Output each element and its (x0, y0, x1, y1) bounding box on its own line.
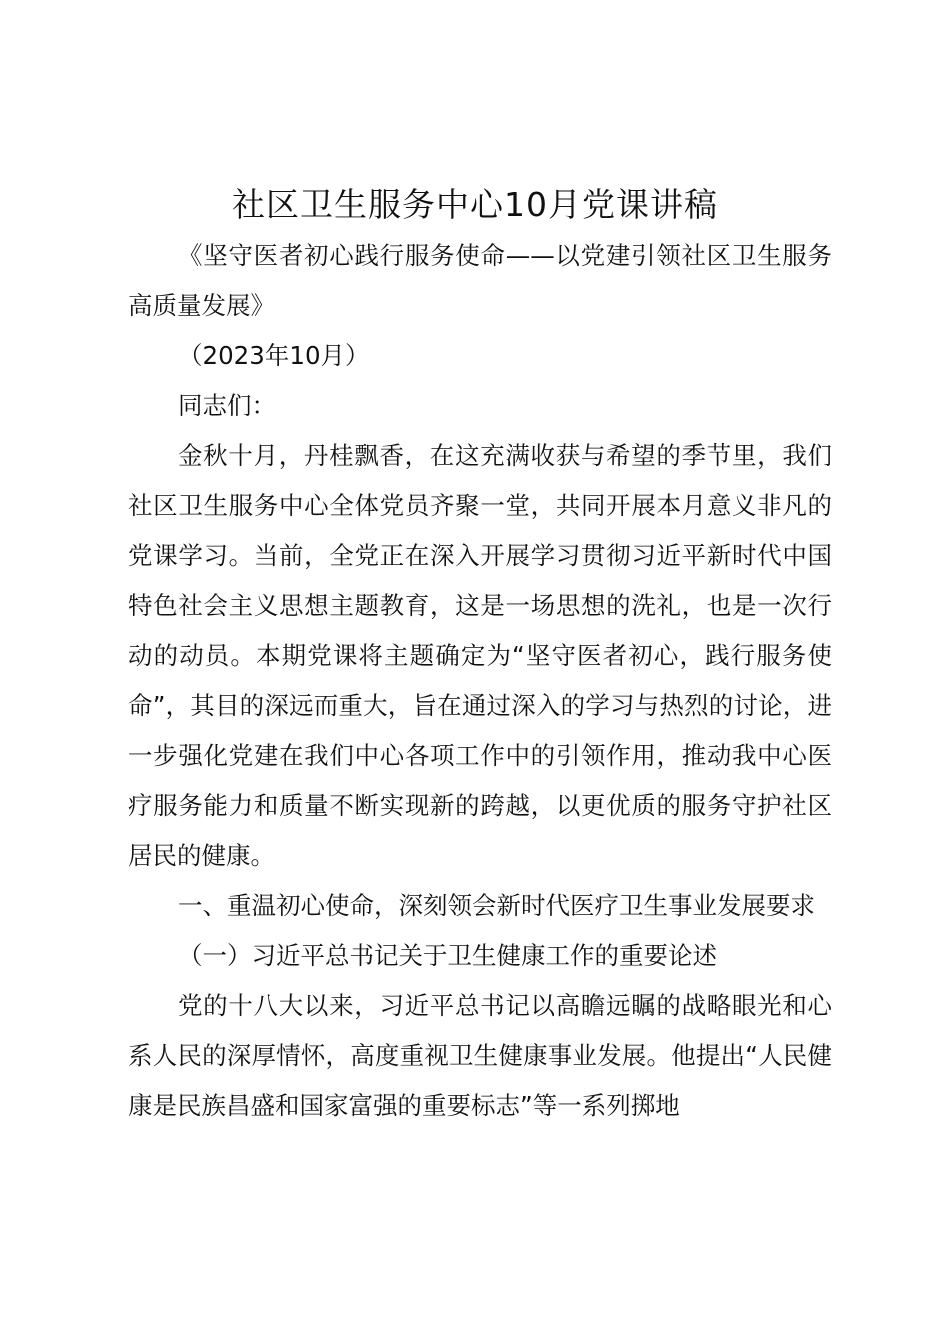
subtitle: 《坚守医者初心践行服务使命——以党建引领社区卫生服务高质量发展》 (128, 241, 832, 320)
date-line: （2023年10月） (178, 341, 370, 370)
document-title: 社区卫生服务中心10月党课讲稿 (232, 185, 718, 224)
document-body (128, 231, 832, 1131)
salutation: 同志们： (178, 391, 276, 420)
intro-paragraph: 金秋十月，丹桂飘香，在这充满收获与希望的季节里，我们社区卫生服务中心全体党员齐聚一堂，共同开展本月意义非凡的党课学习。当前，全党正在深入开展学习贯彻习近平新时代中国特色社会主义思想主题教育，这是一场思想的洗礼，也是一次行动的动员。本期党课将主题确定为“坚守医者初心，践行服务使命”，其目的深远而重大，旨在通过深入的学习与热烈的讨论，进一步强化党建在我们中心各项工作中的引领作用，推动我中心医疗服务能力和质量不断实现新的跨越，以更优质的服务守护社区居民的健康。 (128, 441, 832, 870)
subsection-heading-1: （一）习近平总书记关于卫生健康工作的重要论述 (178, 941, 717, 970)
section-heading-1: 一、重温初心使命，深刻领会新时代医疗卫生事业发展要求 (178, 891, 815, 920)
body-paragraph: 党的十八大以来，习近平总书记以高瞻远瞩的战略眼光和心系人民的深厚情怀，高度重视卫生健康事业发展。他提出“人民健康是民族昌盛和国家富强的重要标志”等一系列掷地 (128, 991, 832, 1120)
